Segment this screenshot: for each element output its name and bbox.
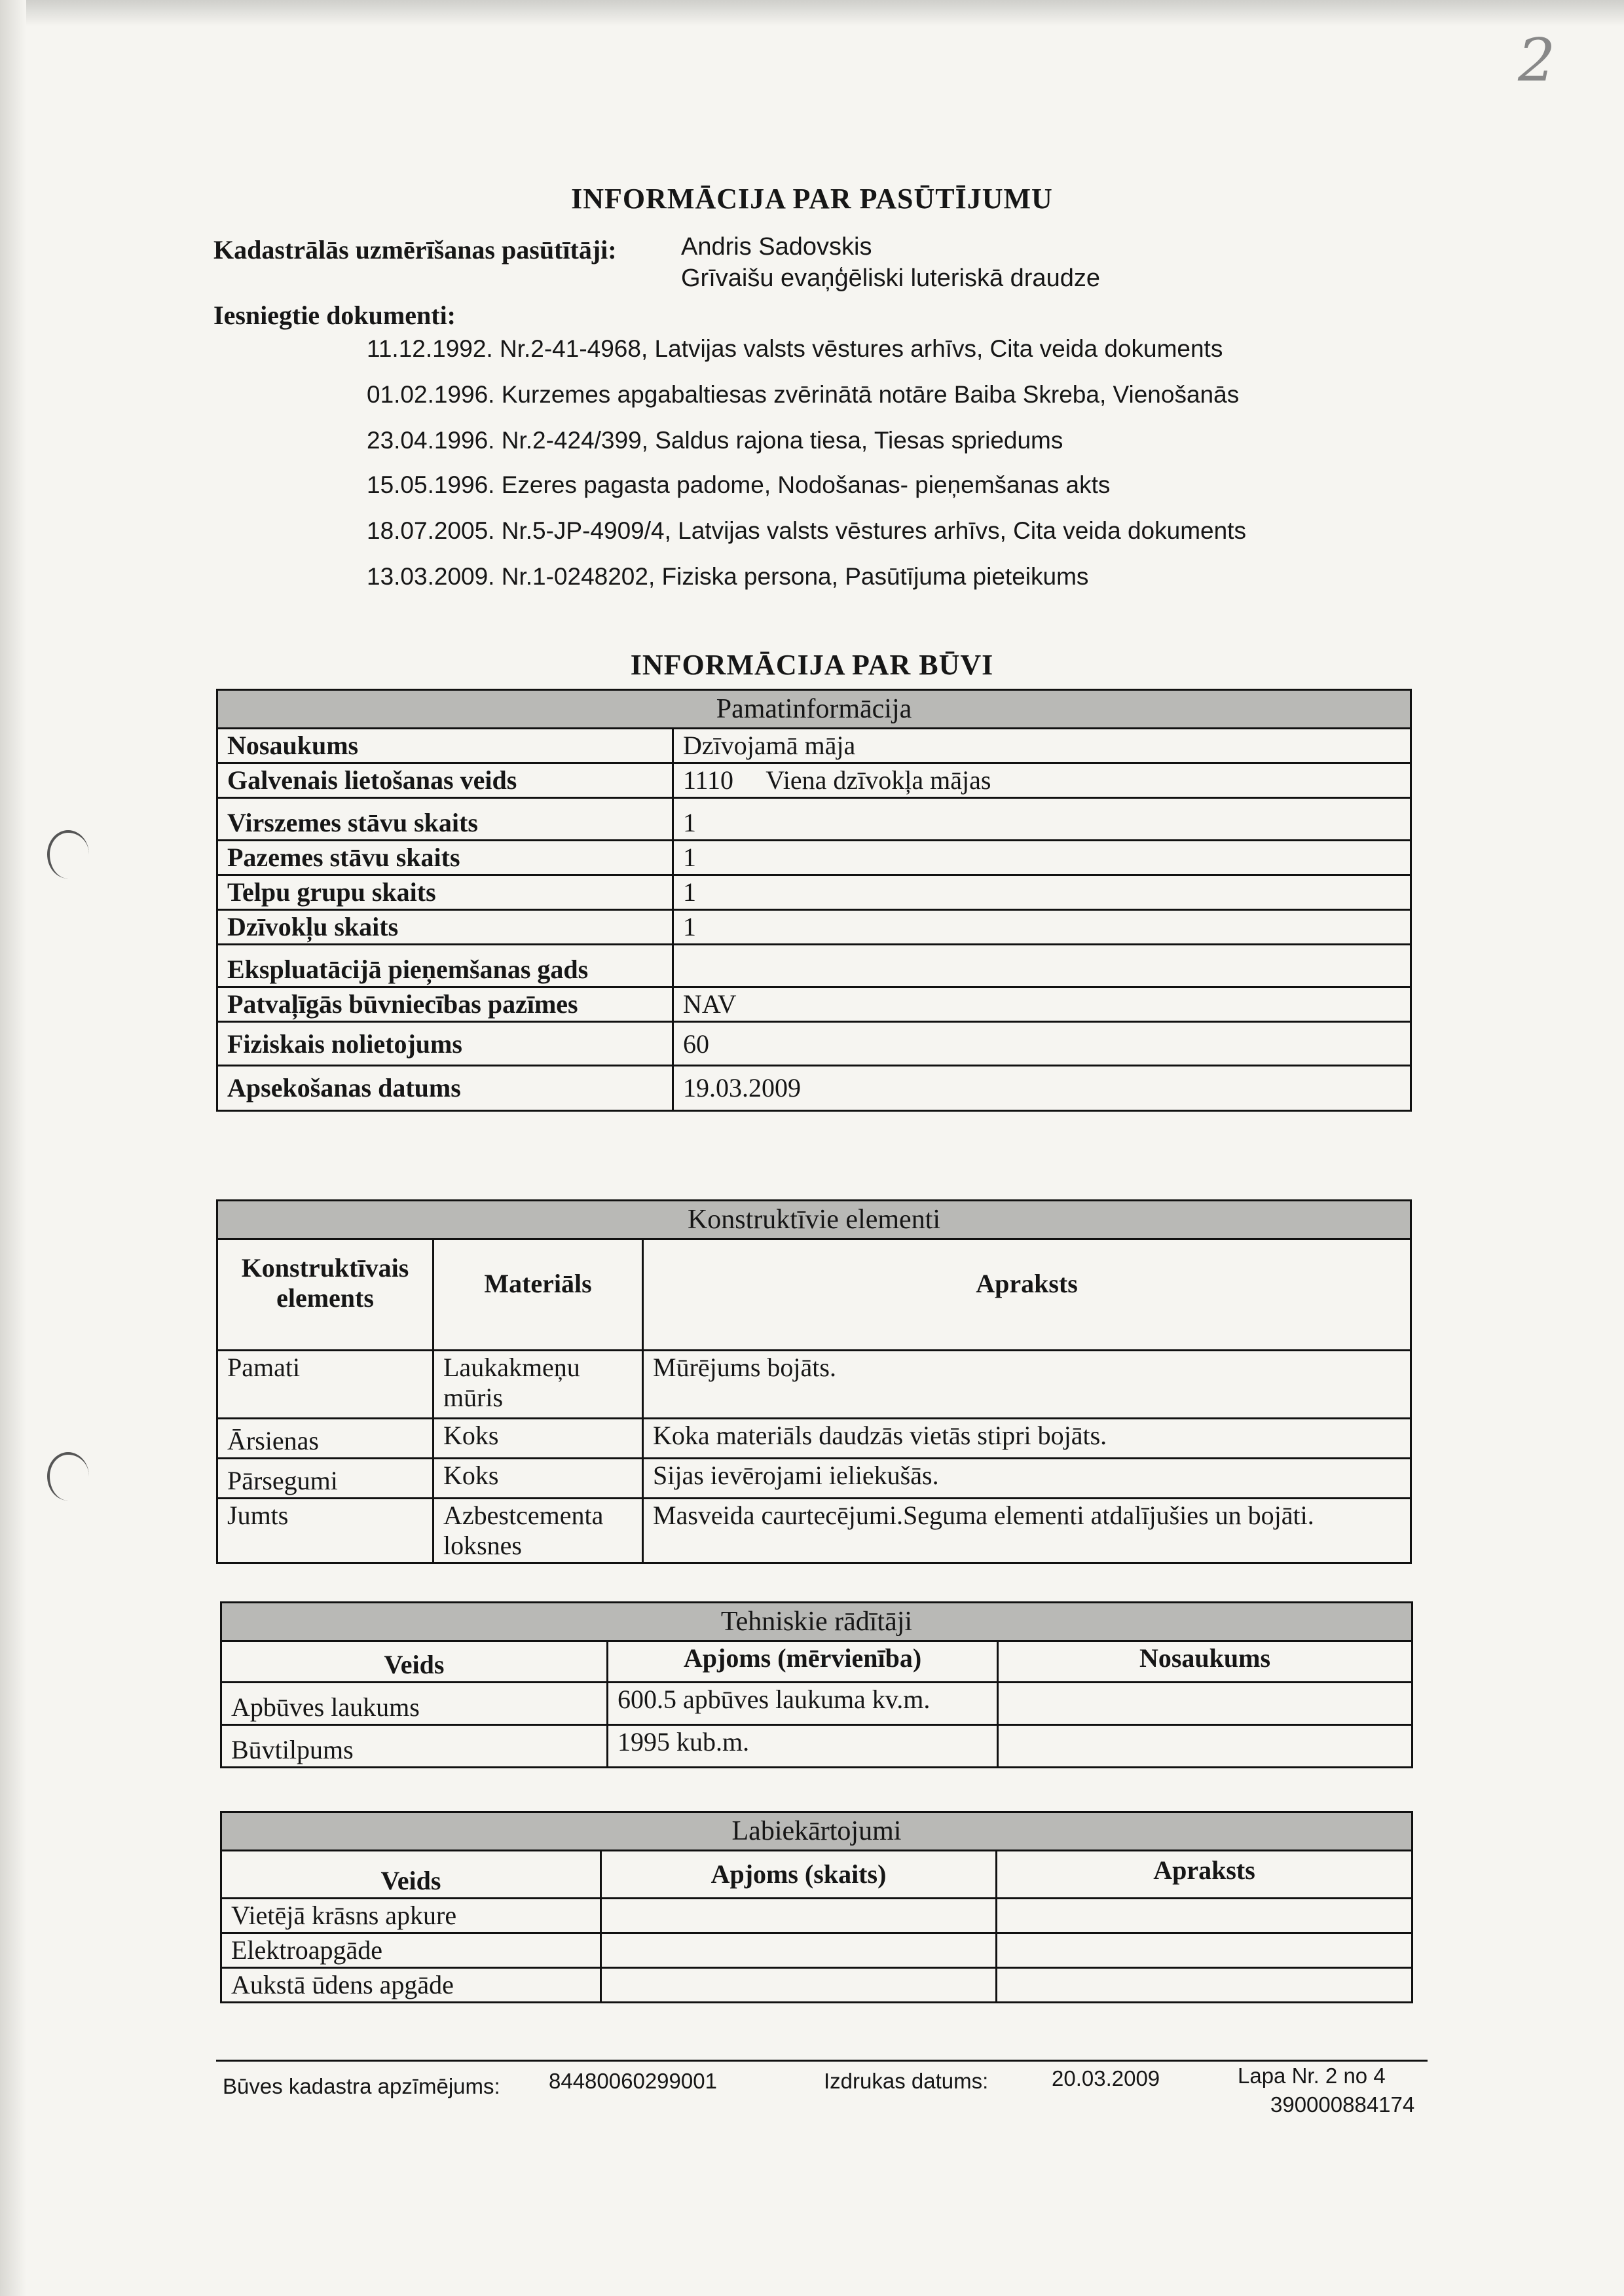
table-row <box>217 1499 1411 1563</box>
row-label: Apsekošanas datums <box>217 1066 673 1111</box>
document-line: 23.04.1996. Nr.2-424/399, Saldus rajona tiesa, Tiesas spriedums <box>367 427 1063 454</box>
table-row <box>221 1968 1412 2003</box>
description-cell: Masveida caurtecējumi.Seguma elementi atdalījušies un bojāti. <box>643 1499 1411 1563</box>
type-cell: Vietējā krāsns apkure <box>221 1899 601 1933</box>
amount-cell: 600.5 apbūves laukuma kv.m. <box>608 1683 998 1725</box>
row-value: 1 <box>673 875 1411 910</box>
table-row <box>221 1899 1412 1933</box>
row-value <box>673 945 1411 987</box>
column-header-type: Veids <box>221 1641 608 1683</box>
row-value: 1 <box>673 841 1411 875</box>
material-cell: Koks <box>434 1459 643 1499</box>
table-row <box>217 1419 1411 1459</box>
column-header-element: Konstruktīvais elements <box>217 1239 434 1351</box>
building-info-title: INFORMĀCIJA PAR BŪVI <box>630 649 994 681</box>
cadastre-label: Būves kadastra apzīmējums: <box>223 2074 500 2098</box>
technical-indicators-table <box>220 1601 1413 1768</box>
row-value: 60 <box>673 1022 1411 1066</box>
material-cell: Laukakmeņu mūris <box>434 1351 643 1419</box>
material-cell: Koks <box>434 1419 643 1459</box>
amenities-header: Labiekārtojumi <box>221 1812 1412 1851</box>
scan-left-shadow <box>0 0 26 2296</box>
table-row <box>221 1933 1412 1968</box>
technical-indicators-header: Tehniskie rādītāji <box>221 1603 1412 1641</box>
customer-name: Grīvaišu evaņģēliski luteriskā draudze <box>681 264 1100 292</box>
table-row <box>217 875 1411 910</box>
description-cell: Mūrējums bojāts. <box>643 1351 1411 1419</box>
print-date-value: 20.03.2009 <box>1052 2066 1160 2090</box>
document-number: 390000884174 <box>1270 2092 1415 2117</box>
description-cell: Sijas ievērojami ieliekušās. <box>643 1459 1411 1499</box>
column-header-amount: Apjoms (skaits) <box>601 1851 997 1899</box>
description-cell: Koka materiāls daudzās vietās stipri bojāts. <box>643 1419 1411 1459</box>
description-cell <box>997 1933 1412 1968</box>
column-header-description: Apraksts <box>997 1851 1412 1899</box>
type-cell: Apbūves laukums <box>221 1683 608 1725</box>
type-cell: Būvtilpums <box>221 1725 608 1768</box>
cadastre-value: 84480060299001 <box>549 2069 717 2093</box>
name-cell <box>998 1683 1412 1725</box>
column-header-name: Nosaukums <box>998 1641 1412 1683</box>
document-line: 18.07.2005. Nr.5-JP-4909/4, Latvijas valsts vēstures arhīvs, Cita veida dokuments <box>367 517 1246 544</box>
name-cell <box>998 1725 1412 1768</box>
amount-cell <box>601 1899 997 1933</box>
document-line: 11.12.1992. Nr.2-41-4968, Latvijas valsts vēstures arhīvs, Cita veida dokuments <box>367 335 1223 362</box>
print-date-label: Izdrukas datums: <box>824 2069 989 2093</box>
table-row <box>217 1459 1411 1499</box>
row-label: Telpu grupu skaits <box>217 875 673 910</box>
table-row <box>221 1725 1412 1768</box>
document-line: 01.02.1996. Kurzemes apgabaltiesas zvērinātā notāre Baiba Skreba, Vienošanās <box>367 381 1240 408</box>
table-row <box>217 1022 1411 1066</box>
material-cell: Azbestcementa loksnes <box>434 1499 643 1563</box>
punch-hole-mark <box>47 1452 89 1501</box>
table-row <box>217 1351 1411 1419</box>
row-value: 1 <box>673 910 1411 945</box>
element-cell: Pārsegumi <box>217 1459 434 1499</box>
constructive-elements-header: Konstruktīvie elementi <box>217 1201 1411 1239</box>
document-line: 13.03.2009. Nr.1-0248202, Fiziska persona, Pasūtījuma pieteikums <box>367 563 1089 590</box>
row-label: Patvaļīgās būvniecības pazīmes <box>217 987 673 1022</box>
description-cell <box>997 1899 1412 1933</box>
column-header-description: Apraksts <box>643 1239 1411 1351</box>
amount-cell <box>601 1968 997 2003</box>
documents-label: Iesniegtie dokumenti: <box>213 301 456 330</box>
element-cell: Jumts <box>217 1499 434 1563</box>
row-label: Galvenais lietošanas veids <box>217 763 673 798</box>
table-row <box>221 1683 1412 1725</box>
row-value: 19.03.2009 <box>673 1066 1411 1111</box>
table-row <box>217 798 1411 841</box>
table-row <box>217 1066 1411 1111</box>
punch-hole-mark <box>47 830 89 879</box>
row-label: Virszemes stāvu skaits <box>217 798 673 841</box>
column-header-type: Veids <box>221 1851 601 1899</box>
row-label: Dzīvokļu skaits <box>217 910 673 945</box>
element-cell: Ārsienas <box>217 1419 434 1459</box>
column-header-amount: Apjoms (mērvienība) <box>608 1641 998 1683</box>
type-cell: Elektroapgāde <box>221 1933 601 1968</box>
row-label: Pazemes stāvu skaits <box>217 841 673 875</box>
table-row <box>217 729 1411 763</box>
row-value: Dzīvojamā māja <box>673 729 1411 763</box>
table-row <box>217 987 1411 1022</box>
element-cell: Pamati <box>217 1351 434 1419</box>
table-row <box>217 841 1411 875</box>
handwritten-page-mark: 2 <box>1518 26 1556 95</box>
constructive-elements-table <box>216 1199 1412 1564</box>
order-info-title: INFORMĀCIJA PAR PASŪTĪJUMU <box>571 183 1053 215</box>
description-cell <box>997 1968 1412 2003</box>
row-label: Ekspluatācijā pieņemšanas gads <box>217 945 673 987</box>
row-value: 1110 Viena dzīvokļa mājas <box>673 763 1411 798</box>
customer-label: Kadastrālās uzmērīšanas pasūtītāji: <box>213 235 617 264</box>
table-row <box>217 945 1411 987</box>
customer-name: Andris Sadovskis <box>681 233 872 261</box>
type-cell: Aukstā ūdens apgāde <box>221 1968 601 2003</box>
row-label: Nosaukums <box>217 729 673 763</box>
footer-divider <box>216 2060 1428 2062</box>
basic-info-header: Pamatinformācija <box>217 690 1411 729</box>
table-row <box>217 763 1411 798</box>
amount-cell: 1995 kub.m. <box>608 1725 998 1768</box>
column-header-material: Materiāls <box>434 1239 643 1351</box>
row-value: NAV <box>673 987 1411 1022</box>
page-number: Lapa Nr. 2 no 4 <box>1238 2064 1386 2088</box>
basic-info-table <box>216 689 1412 1112</box>
row-label: Fiziskais nolietojums <box>217 1022 673 1066</box>
document-line: 15.05.1996. Ezeres pagasta padome, Nodošanas- pieņemšanas akts <box>367 471 1111 498</box>
amount-cell <box>601 1933 997 1968</box>
table-row <box>217 910 1411 945</box>
amenities-table <box>220 1811 1413 2003</box>
scan-top-shadow <box>0 0 1624 26</box>
row-value: 1 <box>673 798 1411 841</box>
